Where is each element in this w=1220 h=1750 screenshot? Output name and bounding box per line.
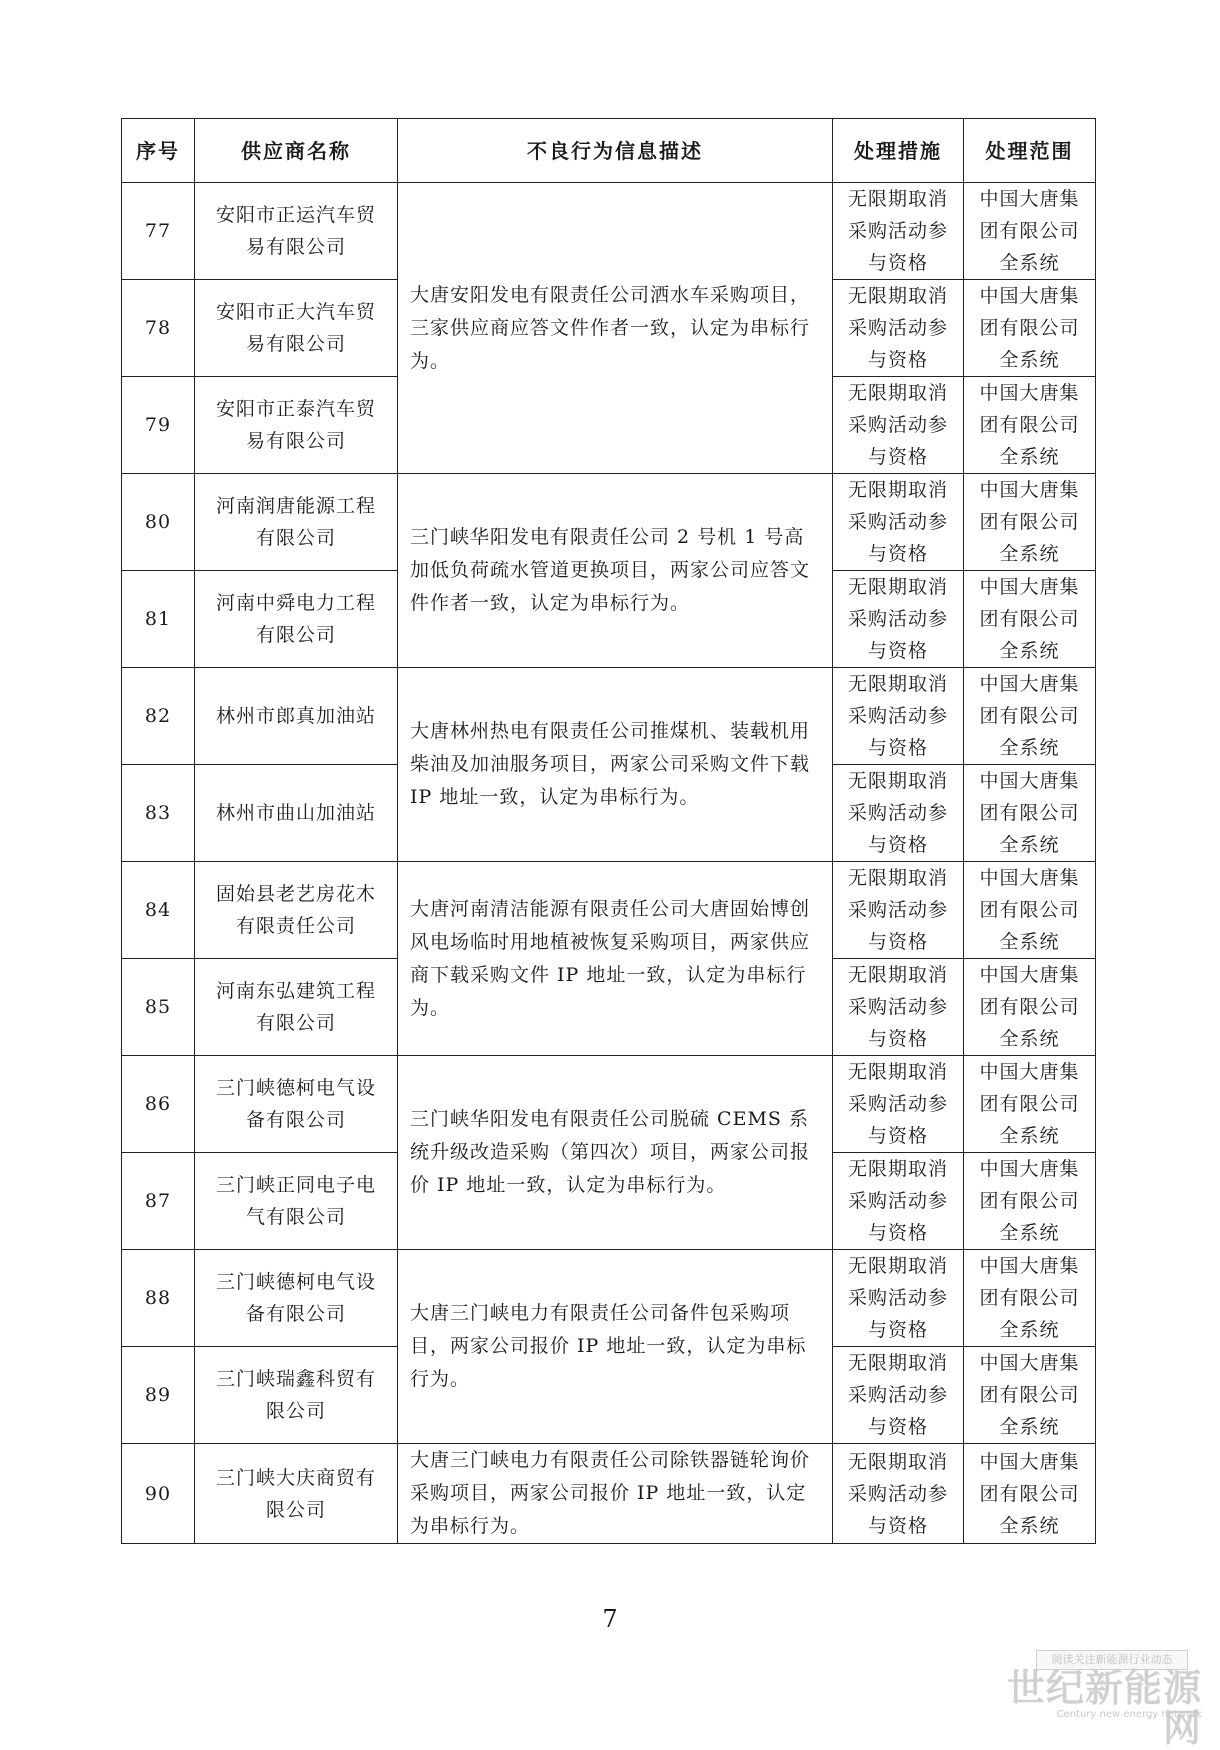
row-scope: 中国大唐集团有限公司全系统: [964, 1056, 1096, 1153]
row-seq: 80: [122, 474, 195, 571]
row-scope: 中国大唐集团有限公司全系统: [964, 1153, 1096, 1250]
row-supplier-name: 安阳市正运汽车贸易有限公司: [195, 183, 398, 280]
row-scope: 中国大唐集团有限公司全系统: [964, 571, 1096, 668]
row-measure: 无限期取消采购活动参与资格: [833, 862, 964, 959]
table-row: [122, 1444, 1096, 1544]
row-seq: 87: [122, 1153, 195, 1250]
row-supplier-name: 安阳市正泰汽车贸易有限公司: [195, 377, 398, 474]
row-scope: 中国大唐集团有限公司全系统: [964, 765, 1096, 862]
header-measure: 处理措施: [833, 119, 964, 183]
row-description: 三门峡华阳发电有限责任公司脱硫 CEMS 系统升级改造采购（第四次）项目，两家公司报价 IP 地址一致，认定为串标行为。: [398, 1056, 833, 1250]
row-measure: 无限期取消采购活动参与资格: [833, 1056, 964, 1153]
row-supplier-name: 林州市郎真加油站: [195, 668, 398, 765]
row-supplier-name: 河南润唐能源工程有限公司: [195, 474, 398, 571]
header-seq: 序号: [122, 119, 195, 183]
watermark-logo-text: 世纪新能源网: [1006, 1666, 1202, 1750]
row-scope: 中国大唐集团有限公司全系统: [964, 1250, 1096, 1347]
row-seq: 86: [122, 1056, 195, 1153]
table-row: [122, 668, 1096, 765]
header-description: 不良行为信息描述: [398, 119, 833, 183]
row-scope: 中国大唐集团有限公司全系统: [964, 1444, 1096, 1544]
row-measure: 无限期取消采购活动参与资格: [833, 668, 964, 765]
row-description: 大唐林州热电有限责任公司推煤机、装载机用柴油及加油服务项目，两家公司采购文件下载 IP 地址一致，认定为串标行为。: [398, 668, 833, 862]
row-seq: 82: [122, 668, 195, 765]
row-seq: 84: [122, 862, 195, 959]
header-supplier-name: 供应商名称: [195, 119, 398, 183]
row-scope: 中国大唐集团有限公司全系统: [964, 183, 1096, 280]
row-measure: 无限期取消采购活动参与资格: [833, 1250, 964, 1347]
row-description: 大唐安阳发电有限责任公司洒水车采购项目，三家供应商应答文件作者一致，认定为串标行为。: [398, 183, 833, 474]
row-supplier-name: 三门峡大庆商贸有限公司: [195, 1444, 398, 1544]
page-number: 7: [602, 1605, 618, 1633]
row-supplier-name: 三门峡瑞鑫科贸有限公司: [195, 1347, 398, 1444]
row-measure: 无限期取消采购活动参与资格: [833, 183, 964, 280]
row-scope: 中国大唐集团有限公司全系统: [964, 959, 1096, 1056]
row-measure: 无限期取消采购活动参与资格: [833, 280, 964, 377]
row-seq: 78: [122, 280, 195, 377]
row-scope: 中国大唐集团有限公司全系统: [964, 1347, 1096, 1444]
header-scope: 处理范围: [964, 119, 1096, 183]
row-description: 大唐三门峡电力有限责任公司除铁器链轮询价采购项目，两家公司报价 IP 地址一致，认定为串标行为。: [398, 1444, 833, 1544]
row-measure: 无限期取消采购活动参与资格: [833, 1153, 964, 1250]
row-seq: 90: [122, 1444, 195, 1544]
row-supplier-name: 林州市曲山加油站: [195, 765, 398, 862]
row-seq: 89: [122, 1347, 195, 1444]
watermark-tagline: 阅读关注新能源行业动态: [1036, 1650, 1188, 1670]
row-scope: 中国大唐集团有限公司全系统: [964, 474, 1096, 571]
row-supplier-name: 三门峡德柯电气设备有限公司: [195, 1250, 398, 1347]
row-measure: 无限期取消采购活动参与资格: [833, 571, 964, 668]
row-description: 大唐河南清洁能源有限责任公司大唐固始博创风电场临时用地植被恢复采购项目，两家供应商下载采购文件 IP 地址一致，认定为串标行为。: [398, 862, 833, 1056]
table-row: [122, 474, 1096, 571]
table-row: [122, 183, 1096, 280]
row-scope: 中国大唐集团有限公司全系统: [964, 280, 1096, 377]
penalty-table: [121, 118, 1096, 1544]
row-description: 三门峡华阳发电有限责任公司 2 号机 1 号高加低负荷疏水管道更换项目，两家公司应答文件作者一致，认定为串标行为。: [398, 474, 833, 668]
row-scope: 中国大唐集团有限公司全系统: [964, 862, 1096, 959]
row-seq: 83: [122, 765, 195, 862]
row-supplier-name: 安阳市正大汽车贸易有限公司: [195, 280, 398, 377]
table-row: [122, 862, 1096, 959]
row-measure: 无限期取消采购活动参与资格: [833, 765, 964, 862]
table-row: [122, 1250, 1096, 1347]
row-measure: 无限期取消采购活动参与资格: [833, 377, 964, 474]
row-supplier-name: 三门峡德柯电气设备有限公司: [195, 1056, 398, 1153]
table-body: [122, 183, 1096, 1544]
row-supplier-name: 河南中舜电力工程有限公司: [195, 571, 398, 668]
row-seq: 88: [122, 1250, 195, 1347]
row-seq: 77: [122, 183, 195, 280]
row-seq: 79: [122, 377, 195, 474]
row-supplier-name: 三门峡正同电子电气有限公司: [195, 1153, 398, 1250]
watermark-english: Century new energy network: [1056, 1709, 1202, 1720]
row-scope: 中国大唐集团有限公司全系统: [964, 668, 1096, 765]
row-supplier-name: 固始县老艺房花木有限责任公司: [195, 862, 398, 959]
row-description: 大唐三门峡电力有限责任公司备件包采购项目，两家公司报价 IP 地址一致，认定为串标行为。: [398, 1250, 833, 1444]
row-measure: 无限期取消采购活动参与资格: [833, 1347, 964, 1444]
table-row: [122, 1056, 1096, 1153]
row-supplier-name: 河南东弘建筑工程有限公司: [195, 959, 398, 1056]
row-scope: 中国大唐集团有限公司全系统: [964, 377, 1096, 474]
row-seq: 81: [122, 571, 195, 668]
table-header-row: [122, 119, 1096, 183]
row-measure: 无限期取消采购活动参与资格: [833, 474, 964, 571]
row-measure: 无限期取消采购活动参与资格: [833, 1444, 964, 1544]
row-seq: 85: [122, 959, 195, 1056]
row-measure: 无限期取消采购活动参与资格: [833, 959, 964, 1056]
